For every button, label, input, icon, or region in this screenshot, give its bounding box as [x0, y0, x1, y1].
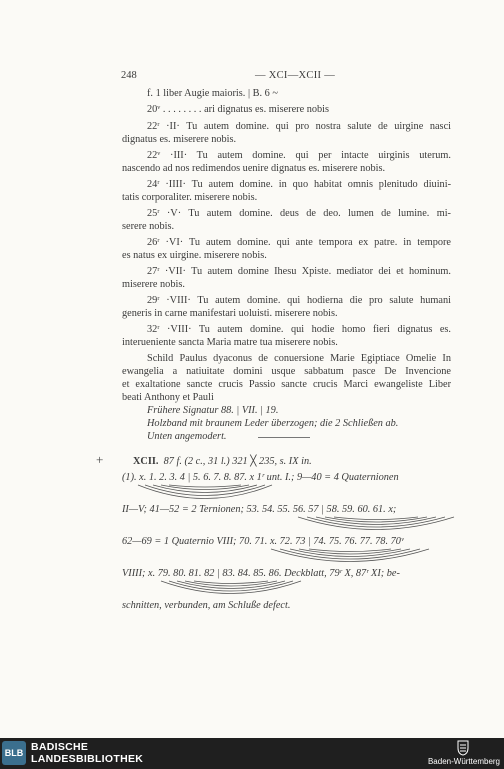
text-line: Schild Paulus dyaconus de conuersione Marie Egiptiace Omelie In: [147, 353, 451, 364]
region-label: Baden-Württemberg: [427, 757, 500, 766]
text-line: miserere nobis.: [122, 279, 185, 290]
text-line: interueniente sancta Maria matre tua miserere nobis.: [122, 337, 338, 348]
text-line: ewangelia a natiuitate domini usque sabbatum pasce De Invencione: [122, 366, 451, 377]
running-head: — XCI—XCII —: [255, 70, 336, 81]
arc-group: [161, 581, 301, 594]
blb-logo: BLB: [2, 741, 26, 765]
plus-mark: +: [96, 452, 104, 467]
collation-line: (1). x. 1. 2. 3. 4 | 5. 6. 7. 8. 87. x 1ʳ unt. I.; 9—40 = 4 Quaternionen: [122, 472, 399, 483]
library-name: [31, 741, 143, 765]
text-line: Frühere Signatur 88. | VII. | 19.: [147, 405, 279, 416]
text-line: et exaltatione sancte crucis Passio sancte crucis Marci ewangeliste Liber: [122, 379, 451, 390]
text-line: Unten angemodert.: [147, 431, 227, 442]
footer-bar: [0, 738, 504, 769]
arc-group: [298, 517, 454, 530]
text-line: nascendo ad nos redimendos uenire dignatus es. miserere nobis.: [122, 163, 386, 174]
arc-group: [138, 485, 272, 499]
text-line: 20ᵛ . . . . . . . . ari dignatus es. miserere nobis: [147, 104, 330, 115]
coat-of-arms-icon: [456, 740, 470, 756]
collation-line: VIIII; x. 79. 80. 81. 82 | 83. 84. 85. 86. Deckblatt, 79ʳ X, 87ʳ XI; be-: [122, 568, 400, 579]
text-line: 27ʳ ·VII· Tu autem domine Ihesu Xpiste. mediator dei et hominum.: [147, 266, 451, 277]
library-name-line1: BADISCHE: [31, 741, 89, 753]
collation-line: schnitten, verbunden, am Schluße defect.: [122, 600, 291, 611]
collation-line: II—V; 41—52 = 2 Ternionen; 53. 54. 55. 56. 57 | 58. 59. 60. 61. x;: [122, 504, 397, 515]
text-line: 32ʳ ·VIII· Tu autem domine. qui hodie homo fieri dignatus es.: [147, 324, 451, 335]
text-line: 24ʳ ·IIII· Tu autem domine. in quo habitat omnis plenitudo diuini-: [147, 179, 451, 190]
text-line: serere nobis.: [122, 221, 175, 232]
entry-description: 87 f. (2 c., 31 l.) 321 ╳ 235, s. IX in.: [163, 456, 312, 467]
text-line: 26ʳ ·VI· Tu autem domine. qui ante tempora ex patre. in tempore: [147, 237, 451, 248]
library-name-line2: LANDESBIBLIOTHEK: [31, 753, 144, 765]
page-number: 248: [121, 70, 137, 81]
arc-group: [271, 549, 429, 562]
text-line: Holzband mit braunem Leder überzogen; die 2 Schließen ab.: [147, 418, 399, 429]
collation-line: 62—69 = 1 Quaternio VIII; 70. 71. x. 72. 73 | 74. 75. 76. 77. 78. 70ᵛ: [122, 536, 404, 547]
text-line: f. 1 liber Augie maioris. | B. 6 ~: [147, 88, 278, 99]
text-line: 25ʳ ·V· Tu autem domine. deus de deo. lumen de lumine. mi-: [147, 208, 451, 219]
text-line: generis in carne manifestari uoluisti. miserere nobis.: [122, 308, 338, 319]
text-line: 22ʳ ·II· Tu autem domine. qui pro nostra salute de uirgine nasci: [147, 121, 451, 132]
text-line: 22ᵛ ·III· Tu autem domine. qui per intacte uirginis uterum.: [147, 150, 451, 161]
text-line: beati Anthony et Pauli: [122, 392, 214, 403]
text-line: tatis corporaliter. miserere nobis.: [122, 192, 258, 203]
text-line: es natus ex uirgine. miserere nobis.: [122, 250, 267, 261]
text-line: 29ʳ ·VIII· Tu autem domine. qui hodierna die pro salute humani: [147, 295, 451, 306]
text-line: dignatus es. miserere nobis.: [122, 134, 237, 145]
entry-number: XCII.: [133, 456, 159, 467]
